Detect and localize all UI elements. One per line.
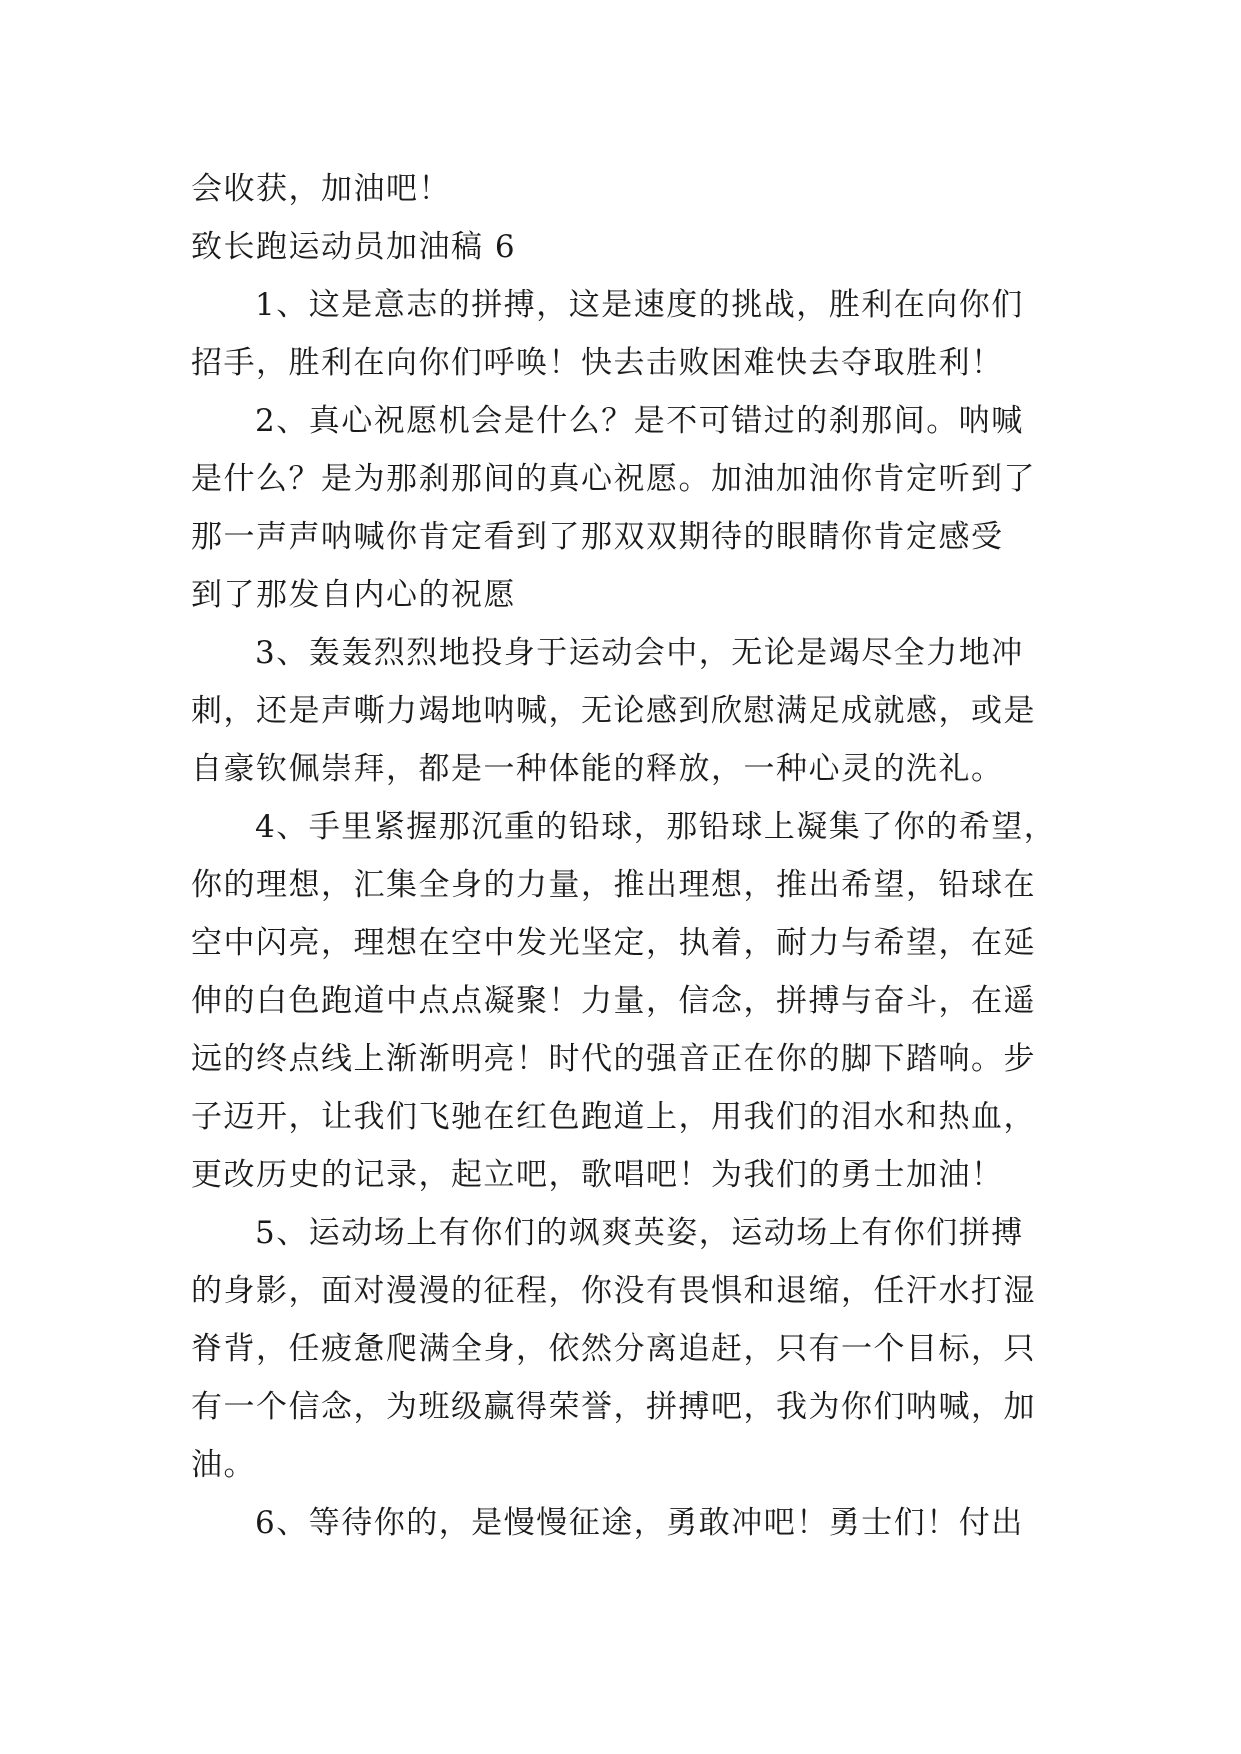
paragraph-4-line: 4、手里紧握那沉重的铅球，那铅球上凝集了你的希望，	[255, 809, 1057, 845]
paragraph-2-line: 2、真心祝愿机会是什么？是不可错过的刹那间。呐喊	[255, 403, 1024, 439]
paragraph-5-line: 脊背，任疲惫爬满全身，依然分离追赶，只有一个目标，只	[191, 1331, 1036, 1367]
paragraph-2-line: 到了那发自内心的祝愿	[191, 577, 516, 613]
paragraph-4-line: 空中闪亮，理想在空中发光坚定，执着，耐力与希望，在延	[191, 925, 1036, 961]
paragraph-4-line: 子迈开，让我们飞驰在红色跑道上，用我们的泪水和热血，	[191, 1099, 1036, 1135]
text-line: 会收获，加油吧！	[191, 171, 451, 207]
paragraph-3-line: 3、轰轰烈烈地投身于运动会中，无论是竭尽全力地冲	[255, 635, 1024, 671]
paragraph-2-line: 那一声声呐喊你肯定看到了那双双期待的眼睛你肯定感受	[191, 519, 1004, 555]
paragraph-4-line: 更改历史的记录，起立吧，歌唱吧！为我们的勇士加油！	[191, 1157, 1004, 1193]
paragraph-4-line: 远的终点线上渐渐明亮！时代的强音正在你的脚下踏响。步	[191, 1041, 1036, 1077]
paragraph-1-line: 招手，胜利在向你们呼唤！快去击败困难快去夺取胜利！	[191, 345, 1004, 381]
paragraph-6-line: 6、等待你的，是慢慢征途，勇敢冲吧！勇士们！付出	[255, 1505, 1024, 1541]
paragraph-5-line: 有一个信念，为班级赢得荣誉，拼搏吧，我为你们呐喊，加	[191, 1389, 1036, 1425]
paragraph-3-line: 自豪钦佩崇拜，都是一种体能的释放，一种心灵的洗礼。	[191, 751, 1004, 787]
paragraph-3-line: 刺，还是声嘶力竭地呐喊，无论感到欣慰满足成就感，或是	[191, 693, 1036, 729]
paragraph-5-line: 的身影，面对漫漫的征程，你没有畏惧和退缩，任汗水打湿	[191, 1273, 1036, 1309]
document-body	[191, 160, 1071, 1552]
paragraph-5-line: 油。	[191, 1447, 256, 1483]
paragraph-4-line: 你的理想，汇集全身的力量，推出理想，推出希望，铅球在	[191, 867, 1036, 903]
section-title: 致长跑运动员加油稿 6	[191, 229, 517, 265]
paragraph-5-line: 5、运动场上有你们的飒爽英姿，运动场上有你们拼搏	[255, 1215, 1024, 1251]
paragraph-1-line: 1、这是意志的拼搏，这是速度的挑战，胜利在向你们	[255, 287, 1024, 323]
paragraph-2-line: 是什么？是为那刹那间的真心祝愿。加油加油你肯定听到了	[191, 461, 1036, 497]
paragraph-4-line: 伸的白色跑道中点点凝聚！力量，信念，拼搏与奋斗，在遥	[191, 983, 1036, 1019]
